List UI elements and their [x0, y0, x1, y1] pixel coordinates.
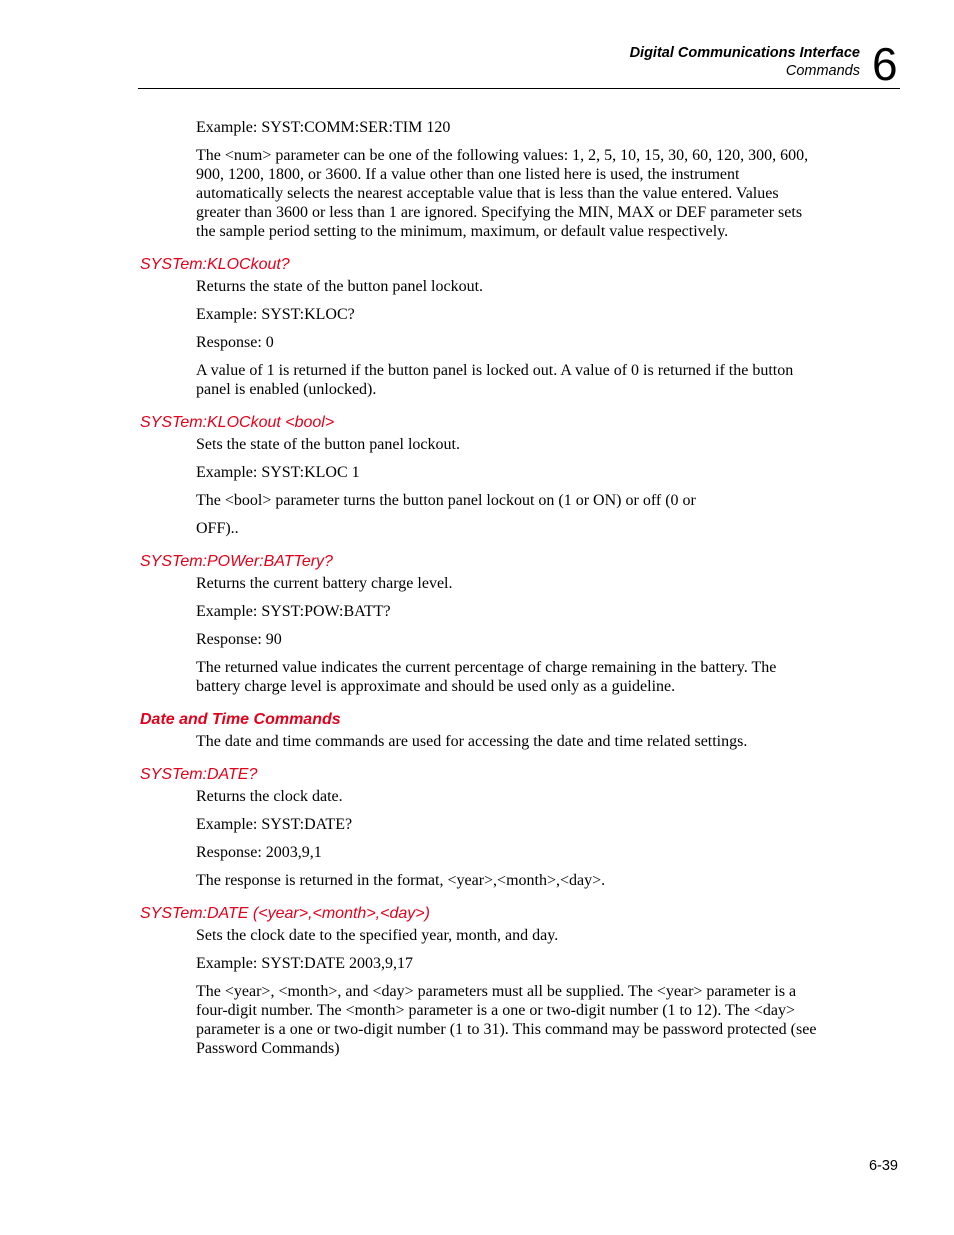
section-heading: SYSTem:DATE (<year>,<month>,<day>) — [140, 905, 430, 922]
paragraph: Example: SYST:COMM:SER:TIM 120 — [196, 119, 451, 136]
header-title: Digital Communications Interface — [629, 45, 860, 61]
section-heading: SYSTem:KLOCkout? — [140, 256, 290, 273]
paragraph: Sets the state of the button panel lockout. — [196, 436, 460, 453]
paragraph: Example: SYST:DATE? — [196, 816, 353, 833]
paragraph: Response: 90 — [196, 631, 282, 648]
running-header — [630, 44, 860, 80]
section-heading: SYSTem:KLOCkout <bool> — [140, 414, 335, 431]
paragraph: The <bool> parameter turns the button panel lockout on (1 or ON) or off (0 or — [196, 492, 696, 509]
page-content — [0, 118, 954, 1067]
paragraph: The response is returned in the format, <year>,<month>,<day>. — [196, 872, 606, 889]
header-subtitle: Commands — [785, 63, 860, 79]
paragraph: Returns the clock date. — [196, 788, 343, 805]
paragraph: Example: SYST:KLOC 1 — [196, 464, 360, 481]
paragraph: The date and time commands are used for accessing the date and time related settings. — [196, 733, 748, 750]
section-heading: SYSTem:POWer:BATTery? — [140, 553, 333, 570]
paragraph: Example: SYST:DATE 2003,9,17 — [196, 955, 413, 972]
paragraph: Example: SYST:POW:BATT? — [196, 603, 391, 620]
chapter-section-heading: Date and Time Commands — [140, 711, 341, 728]
paragraph: Response: 2003,9,1 — [196, 844, 322, 861]
section-heading: SYSTem:DATE? — [140, 766, 258, 783]
paragraph: Returns the current battery charge level. — [196, 575, 453, 592]
paragraph: OFF).. — [196, 520, 239, 537]
page-number: 6-39 — [868, 1158, 898, 1174]
paragraph: Response: 0 — [196, 334, 274, 351]
paragraph: A value of 1 is returned if the button panel is locked out. A value of 0 is returned if the button panel is enabled (unlocked). — [196, 362, 794, 398]
paragraph: The <num> parameter can be one of the following values: 1, 2, 5, 10, 15, 30, 60, 120, 300, 600, 900, 1200, 1800, or 3600. If a value other than one listed here is used, the instrument automatically selects the nearest acceptable value that is less than the value entered. Values greater than 3600 or less than 1 are ignored. Specifying the MIN, MAX or DEF parameter sets the sample period setting to the minimum, maximum, or default value respectively. — [196, 147, 809, 240]
paragraph: Sets the clock date to the specified year, month, and day. — [196, 927, 559, 944]
paragraph: Returns the state of the button panel lockout. — [196, 278, 484, 295]
chapter-number: 6 — [872, 38, 898, 90]
paragraph: Example: SYST:KLOC? — [196, 306, 355, 323]
paragraph: The <year>, <month>, and <day> parameters must all be supplied. The <year> parameter is a four-digit number. The <month> parameter is a one or two-digit number (1 to 12). The <day> parameter is a one or two-digit number (1 to 31). This command may be password protected (see Password Commands) — [196, 983, 817, 1057]
paragraph: The returned value indicates the current percentage of charge remaining in the battery. The battery charge level is approximate and should be used only as a guideline. — [196, 659, 777, 695]
header-rule — [138, 88, 900, 89]
